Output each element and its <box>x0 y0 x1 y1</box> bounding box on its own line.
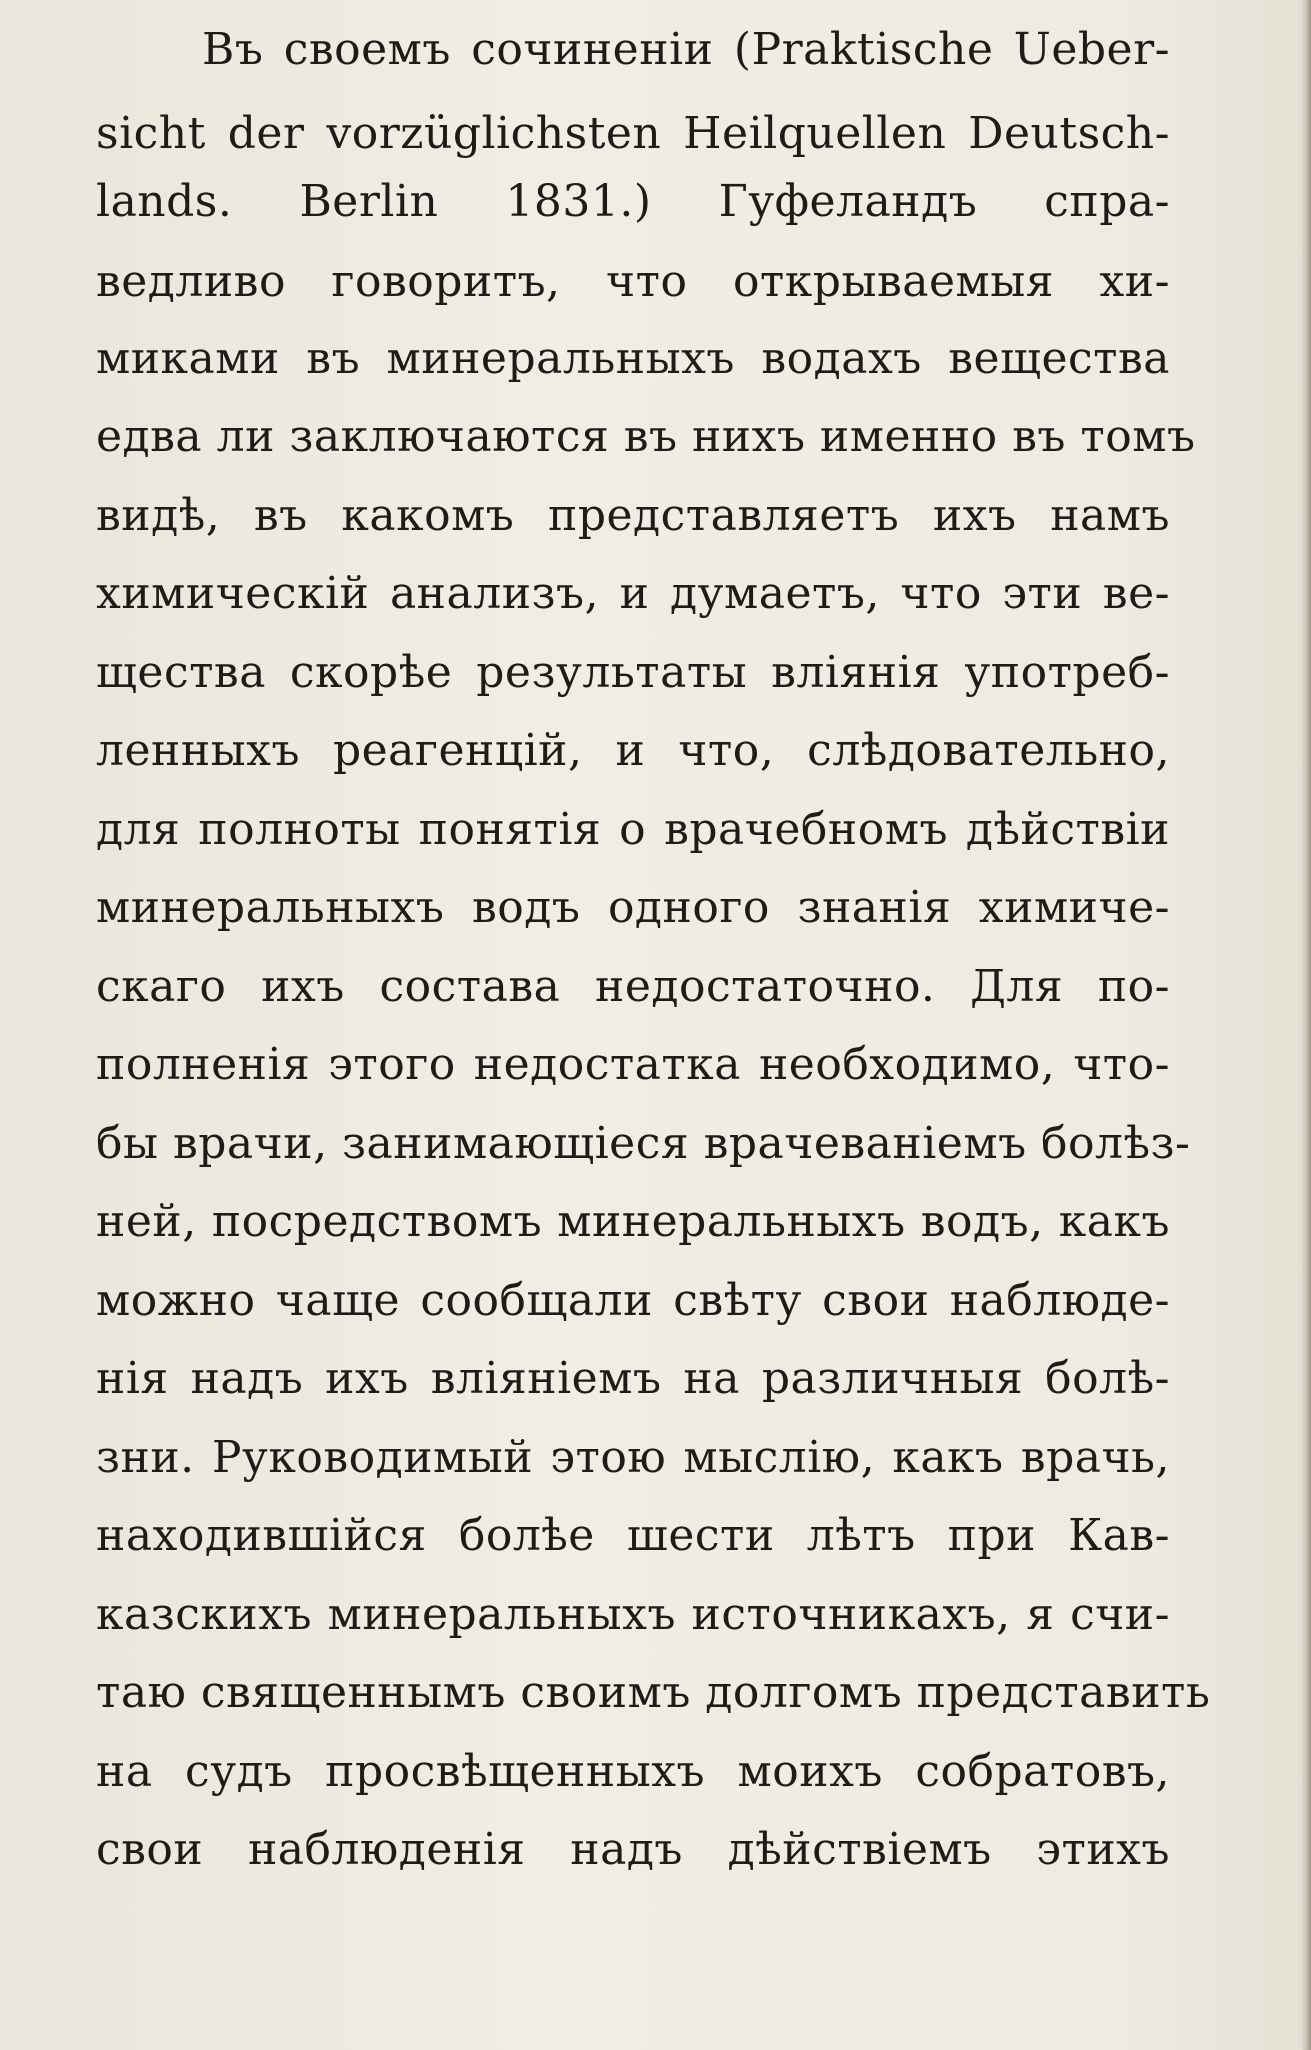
text-line-6: едва ли заключаются въ нихъ именно въ томъ <box>96 411 1196 462</box>
text-line-1: Въ своемъ сочиненіи (Praktische Ueber- <box>202 24 1170 75</box>
text-line-14: полненія этого недостатка необходимо, что- <box>96 1039 1170 1090</box>
text-line-23: на судъ просвѣщенныхъ моихъ собратовъ, <box>96 1746 1170 1797</box>
text-line-9: щества скорѣе результаты вліянія употреб- <box>96 647 1170 698</box>
text-line-8: химическій анализъ, и думаетъ, что эти ве- <box>96 568 1170 619</box>
text-line-17: можно чаще сообщали свѣту свои наблюде- <box>96 1275 1170 1326</box>
text-line-15: бы врачи, занимающіеся врачеваніемъ болѣз- <box>96 1118 1191 1169</box>
text-line-5: миками въ минеральныхъ водахъ вещества <box>96 333 1170 384</box>
page-edge-shadow <box>1301 0 1311 2050</box>
text-line-3: lands. Berlin 1831.) Гуфеландъ спра- <box>96 176 1170 227</box>
text-line-11: для полноты понятія о врачебномъ дѣйствіи <box>96 804 1170 855</box>
text-line-18: нія надъ ихъ вліяніемъ на различныя болѣ- <box>96 1353 1170 1404</box>
text-line-7: видѣ, въ какомъ представляетъ ихъ намъ <box>96 490 1170 541</box>
text-line-24: свои наблюденія надъ дѣйствіемъ этихъ <box>96 1824 1170 1875</box>
text-line-21: казскихъ минеральныхъ источникахъ, я счи- <box>96 1589 1170 1640</box>
text-line-4: ведливо говоритъ, что открываемыя хи- <box>96 256 1170 307</box>
text-line-22: таю священнымъ своимъ долгомъ представить <box>96 1667 1211 1718</box>
text-line-12: минеральныхъ водъ одного знанія химиче- <box>96 882 1170 933</box>
text-line-2: sicht der vorzüglichsten Heilquellen Deutsch- <box>96 108 1170 159</box>
text-line-19: зни. Руководимый этою мыслію, какъ врачь, <box>96 1432 1170 1483</box>
text-line-16: ней, посредствомъ минеральныхъ водъ, какъ <box>96 1196 1170 1247</box>
text-line-10: ленныхъ реагенцій, и что, слѣдовательно, <box>96 725 1170 776</box>
text-line-20: находившійся болѣе шести лѣтъ при Кав- <box>96 1510 1170 1561</box>
text-line-13: скаго ихъ состава недостаточно. Для по- <box>96 961 1170 1012</box>
